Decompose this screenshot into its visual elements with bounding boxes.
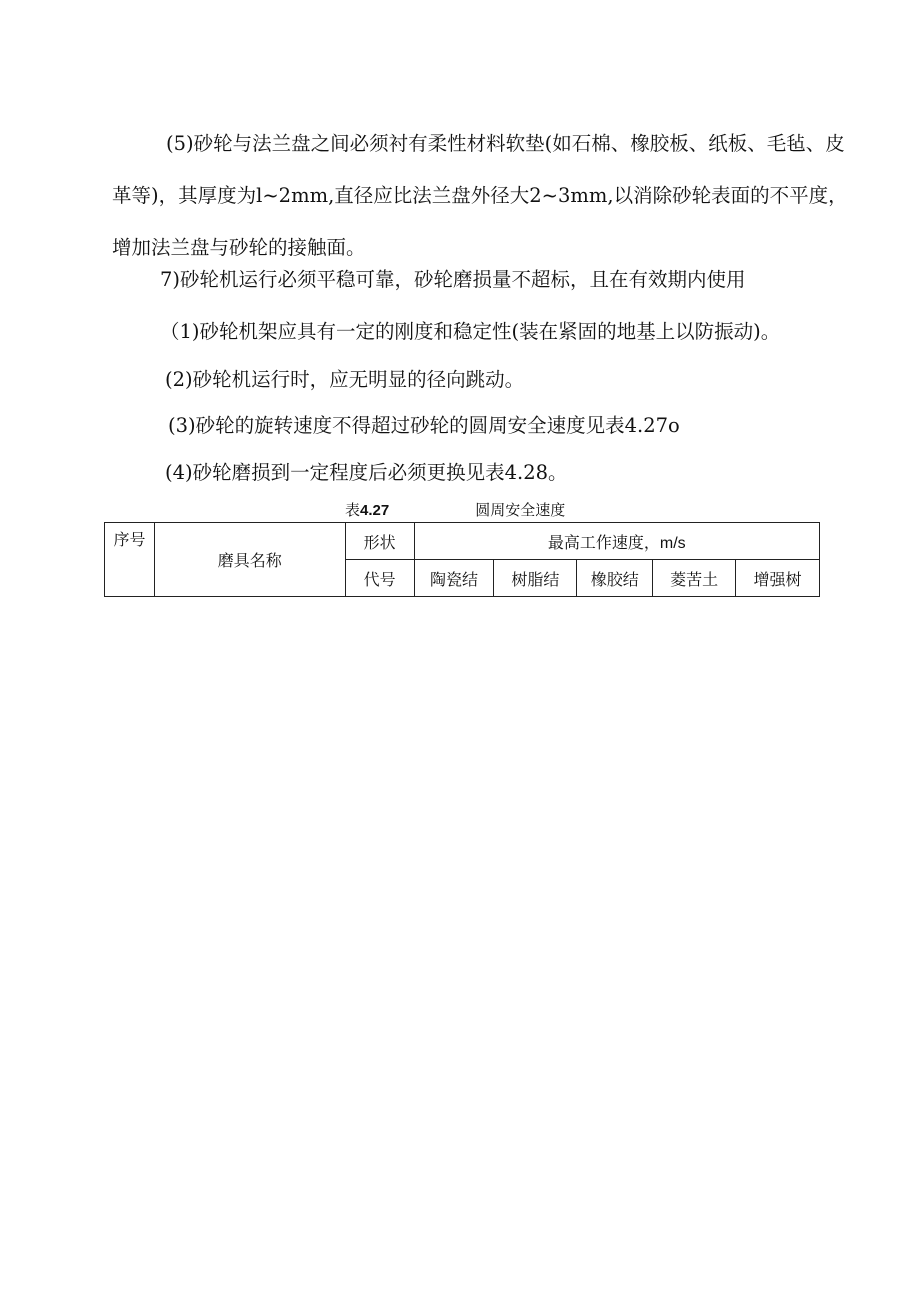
header-tool-name: 磨具名称 (154, 523, 345, 597)
header-seq: 序号 (105, 523, 155, 597)
paragraph-grinder-frame: （1)砂轮机架应具有一定的刚度和稳定性(装在紧固的地基上以防振动)。 (160, 320, 781, 343)
caption-title: 圆周安全速度 (475, 501, 566, 519)
header-max-speed (414, 523, 819, 560)
table-caption (345, 500, 565, 521)
header-shape-line2: 代号 (345, 560, 414, 597)
caption-prefix: 表 (345, 501, 361, 519)
paragraph-flange-gasket: (5)砂轮与法兰盘之间必须衬有柔性材料软垫(如石棉、橡胶板、纸板、毛毡、皮革等)，其厚度为l~2mm,直径应比法兰盘外径大2~3mm,以消除砂轮表面的不平度，增加法兰盘与砂轮的接触面。 (112, 132, 848, 259)
header-shape-line1: 形状 (345, 523, 414, 560)
safety-speed-table (104, 522, 820, 597)
paragraph-grinder-operation: 7)砂轮机运行必须平稳可靠，砂轮磨损量不超标，且在有效期内使用 (160, 268, 746, 291)
paragraph-wheel-replacement: (4)砂轮磨损到一定程度后必须更换见表4.28。 (165, 461, 568, 484)
header-max-speed-label: 最高工作速度， (547, 532, 660, 552)
header-reinforced: 增强树 (736, 560, 820, 597)
header-resin: 树脂结 (494, 560, 577, 597)
paragraph-rotation-speed: (3)砂轮的旋转速度不得超过砂轮的圆周安全速度见表4.27o (168, 414, 680, 437)
table-header-row-1 (105, 523, 820, 560)
header-magnesite: 菱苦土 (653, 560, 736, 597)
paragraph-radial-runout: (2)砂轮机运行时，应无明显的径向跳动。 (165, 368, 525, 391)
header-max-speed-unit: m/s (659, 534, 686, 552)
header-ceramic: 陶瓷结 (414, 560, 494, 597)
header-rubber: 橡胶结 (577, 560, 653, 597)
caption-number: 4.27 (360, 502, 390, 519)
